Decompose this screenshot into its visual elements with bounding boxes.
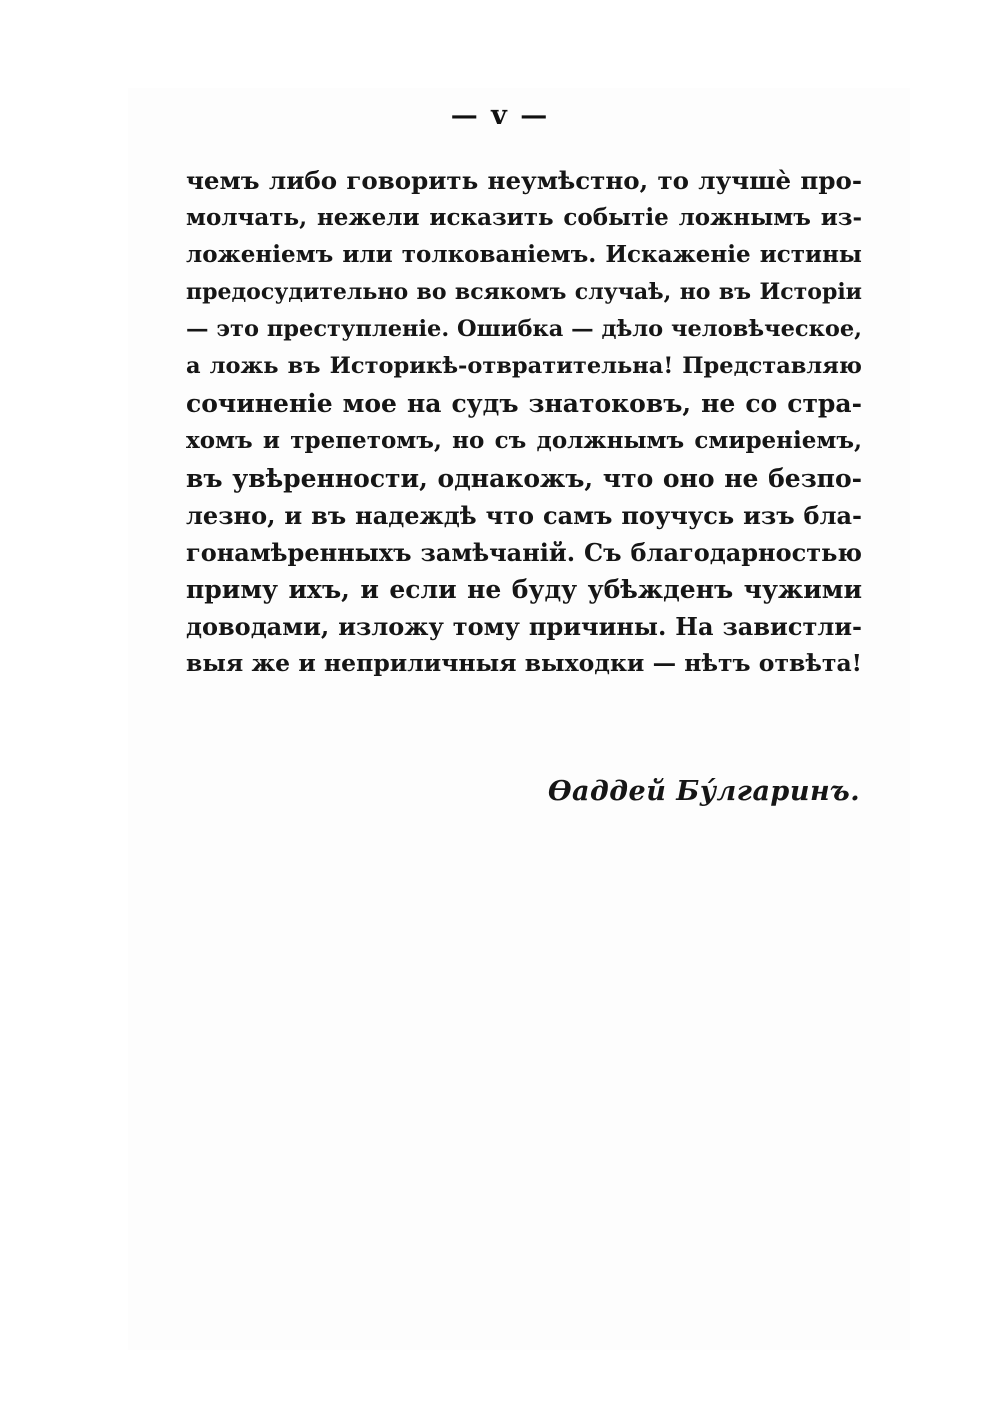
- text-line: ложеніемъ или толкованіемъ. Искаженіе истины: [186, 241, 862, 269]
- text-line: лезно, и въ надеждѣ что самъ поучусь изъ бла-: [186, 500, 862, 530]
- author-signature: Ѳаддей Бу́лгаринъ.: [548, 776, 861, 807]
- text-line: а ложь въ Историкѣ-отвратительна! Представляю: [186, 352, 862, 379]
- text-line: доводами, изложу тому причины. На завистли-: [186, 612, 862, 642]
- text-line: — это преступленіе. Ошибка — дѣло человѣческое,: [186, 315, 863, 342]
- body-paragraph: [186, 162, 862, 683]
- text-line: гонамѣренныхъ замѣчаній. Съ благодарностью: [186, 537, 862, 567]
- text-line: молчать, нежели исказить событіе ложнымъ из-: [186, 204, 862, 232]
- text-line: въ увѣренности, однакожъ, что оно не безпо-: [186, 463, 862, 493]
- page-number: — v —: [450, 100, 550, 131]
- text-line: чемъ либо говорить неумѣстно, то лучшѐ про-: [186, 166, 862, 195]
- text-line: хомъ и трепетомъ, но съ должнымъ смиреніемъ,: [186, 427, 862, 455]
- text-line: приму ихъ, и если не буду убѣжденъ чужими: [186, 575, 862, 605]
- text-line: предосудительно во всякомъ случаѣ, но въ Исторіи: [186, 278, 862, 305]
- text-line: сочиненіе мое на судъ знатоковъ, не со стра-: [186, 389, 862, 419]
- text-line: выя же и неприличныя выходки — нѣтъ отвѣта!: [186, 649, 862, 678]
